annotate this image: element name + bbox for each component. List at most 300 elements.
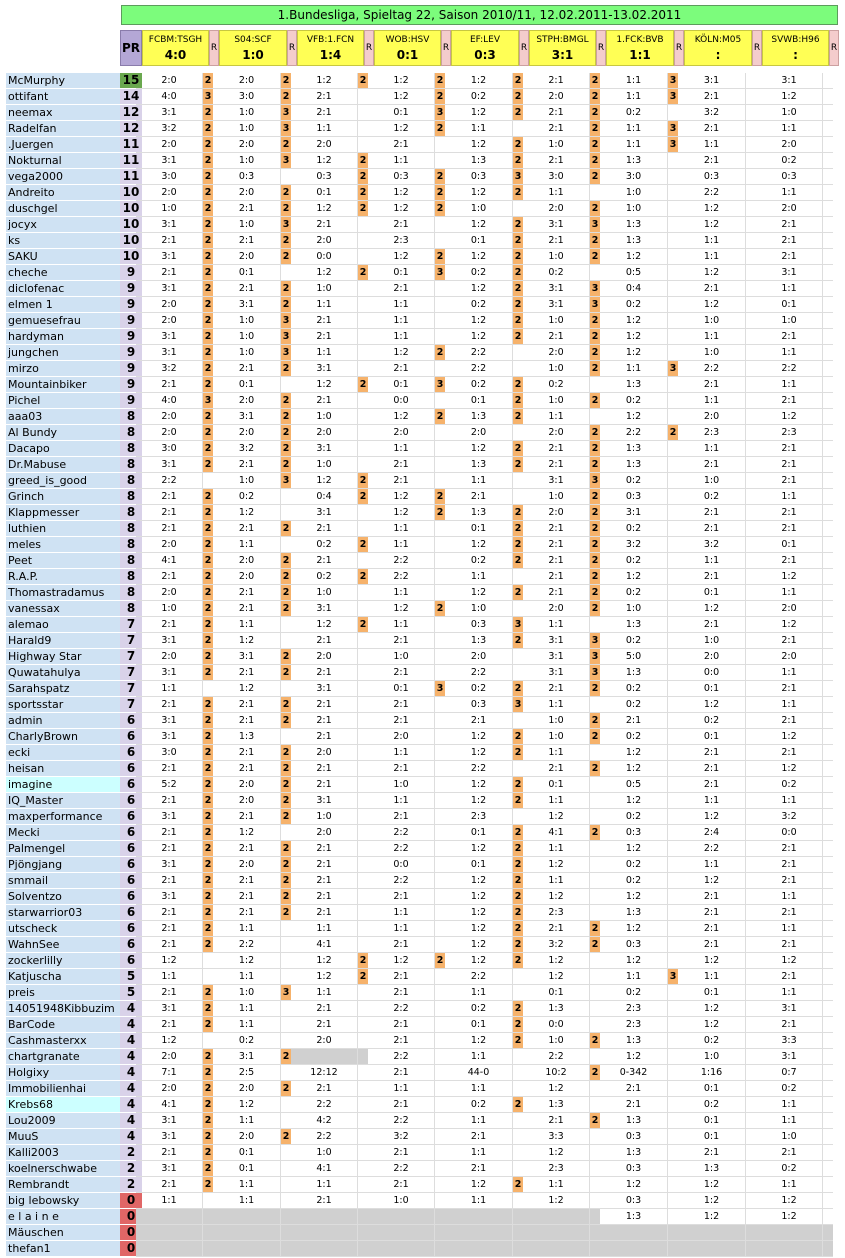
player-name[interactable]: McMurphy xyxy=(6,73,120,89)
bonus-points: 3 xyxy=(513,697,523,713)
player-name[interactable]: Andreito xyxy=(6,185,120,201)
bonus-points: 2 xyxy=(203,1001,213,1017)
tip-cell: 1:3 xyxy=(600,457,668,473)
bonus-points: 2 xyxy=(281,857,291,873)
tip-cell: 1:2 xyxy=(678,201,746,217)
player-name[interactable]: starwarrior03 xyxy=(6,905,120,921)
tip-cell xyxy=(678,1241,746,1257)
tip-cell: 3:1 xyxy=(136,1129,203,1145)
player-name[interactable]: diclofenac xyxy=(6,281,120,297)
player-name[interactable]: jocyx xyxy=(6,217,120,233)
tip-cell: 2:2 xyxy=(678,361,746,377)
bonus-points: 2 xyxy=(281,601,291,617)
tip-cell: 2:3 xyxy=(445,809,513,825)
tip-cell: 1:0 xyxy=(756,1129,823,1145)
bonus-points xyxy=(668,505,678,521)
bonus-points xyxy=(281,1209,291,1225)
tip-cell: 2:1 xyxy=(678,281,746,297)
bonus-points xyxy=(746,505,756,521)
tip-cell: 2:2 xyxy=(368,873,435,889)
table-row xyxy=(6,793,840,809)
bonus-points: 2 xyxy=(281,281,291,297)
bonus-points: 2 xyxy=(203,841,213,857)
tip-cell: 3:0 xyxy=(136,169,203,185)
player-name[interactable]: Mountainbiker xyxy=(6,377,120,393)
bonus-points xyxy=(435,889,445,905)
bonus-points xyxy=(746,393,756,409)
player-name[interactable]: Harald9 xyxy=(6,633,120,649)
player-name[interactable]: smmail xyxy=(6,873,120,889)
bonus-points xyxy=(823,329,833,345)
tip-cell: 0:2 xyxy=(600,729,668,745)
tip-cell: 2:1 xyxy=(523,1113,590,1129)
player-name[interactable]: thefan1 xyxy=(6,1241,120,1257)
bonus-points xyxy=(823,1225,833,1241)
tip-cell: 0:4 xyxy=(291,489,358,505)
bonus-points xyxy=(435,745,445,761)
tip-cell: 1:2 xyxy=(678,953,746,969)
bonus-points: 2 xyxy=(281,793,291,809)
player-name[interactable]: Peet xyxy=(6,553,120,569)
player-points: 4 xyxy=(120,1097,142,1113)
bonus-points xyxy=(823,489,833,505)
tip-cell xyxy=(523,1225,590,1241)
tip-cell xyxy=(600,1225,668,1241)
game-header xyxy=(684,30,752,66)
tip-cell: 1:2 xyxy=(678,1001,746,1017)
tip-cell: 2:1 xyxy=(213,457,281,473)
bonus-points xyxy=(823,345,833,361)
bonus-points: 2 xyxy=(203,857,213,873)
player-name[interactable]: Krebs68 xyxy=(6,1097,120,1113)
tip-cell: 1:0 xyxy=(291,585,358,601)
tip-cell: 1:0 xyxy=(136,601,203,617)
bonus-points xyxy=(435,1145,445,1161)
tip-cell: 1:1 xyxy=(136,681,203,697)
tip-cell: 1:0 xyxy=(678,473,746,489)
player-name[interactable]: Mecki xyxy=(6,825,120,841)
table-row xyxy=(6,409,840,425)
table-row xyxy=(6,1113,840,1129)
bonus-points xyxy=(435,153,445,169)
bonus-points xyxy=(590,777,600,793)
player-name[interactable]: elmen 1 xyxy=(6,297,120,313)
table-row xyxy=(6,521,840,537)
player-points: 4 xyxy=(120,1113,142,1129)
tip-cell: 1:3 xyxy=(678,1161,746,1177)
bonus-points: 3 xyxy=(668,73,678,89)
bonus-points xyxy=(746,649,756,665)
tip-cell: 0:1 xyxy=(678,1081,746,1097)
tip-cell: 1:3 xyxy=(600,905,668,921)
bonus-points xyxy=(435,825,445,841)
bonus-points xyxy=(746,681,756,697)
tip-cell: 1:2 xyxy=(523,889,590,905)
player-name[interactable]: chartgranate xyxy=(6,1049,120,1065)
player-points: 10 xyxy=(120,249,142,265)
player-name[interactable]: Kalli2003 xyxy=(6,1145,120,1161)
bonus-points xyxy=(823,137,833,153)
bonus-points xyxy=(746,873,756,889)
table-row xyxy=(6,89,840,105)
bonus-points: 2 xyxy=(203,761,213,777)
r-column-header: R xyxy=(519,30,529,66)
bonus-points: 2 xyxy=(358,617,368,633)
player-name[interactable]: maxperformance xyxy=(6,809,120,825)
tip-cell: 2:1 xyxy=(213,713,281,729)
player-name[interactable]: Pjöngjang xyxy=(6,857,120,873)
bonus-points: 2 xyxy=(513,745,523,761)
bonus-points: 3 xyxy=(590,297,600,313)
table-row xyxy=(6,297,840,313)
player-name[interactable]: mirzo xyxy=(6,361,120,377)
bonus-points xyxy=(668,1209,678,1225)
bonus-points xyxy=(668,793,678,809)
bonus-points xyxy=(823,185,833,201)
player-name[interactable]: heisan xyxy=(6,761,120,777)
tip-cell: 1:2 xyxy=(600,889,668,905)
player-name[interactable]: SAKU xyxy=(6,249,120,265)
tip-cell: 0:3 xyxy=(756,169,823,185)
player-points: 6 xyxy=(120,953,142,969)
player-name[interactable]: Solventzo xyxy=(6,889,120,905)
bonus-points xyxy=(823,1129,833,1145)
bonus-points xyxy=(281,1145,291,1161)
player-name[interactable]: BarCode xyxy=(6,1017,120,1033)
player-name[interactable]: Quwatahulya xyxy=(6,665,120,681)
player-name[interactable]: Dr.Mabuse xyxy=(6,457,120,473)
bonus-points xyxy=(358,825,368,841)
tip-cell: 1:2 xyxy=(368,121,435,137)
bonus-points: 2 xyxy=(513,457,523,473)
player-name[interactable]: e l a i n e xyxy=(6,1209,120,1225)
table-row xyxy=(6,1193,840,1209)
bonus-points xyxy=(513,601,523,617)
tip-cell: 2:1 xyxy=(213,905,281,921)
bonus-points: 2 xyxy=(203,809,213,825)
tip-cell: 4:1 xyxy=(291,1161,358,1177)
tip-cell: 2:0 xyxy=(291,233,358,249)
tip-cell: 1:2 xyxy=(523,1145,590,1161)
tip-cell: 1:2 xyxy=(368,89,435,105)
tip-cell: 2:0 xyxy=(213,393,281,409)
tip-cell: 2:1 xyxy=(136,1145,203,1161)
bonus-points xyxy=(668,377,678,393)
tip-cell: 2:1 xyxy=(291,313,358,329)
table-row xyxy=(6,809,840,825)
bonus-points: 2 xyxy=(281,425,291,441)
table-row xyxy=(6,441,840,457)
bonus-points xyxy=(823,233,833,249)
player-name[interactable]: ks xyxy=(6,233,120,249)
player-name[interactable]: Cashmasterxx xyxy=(6,1033,120,1049)
player-name[interactable]: gemuesefrau xyxy=(6,313,120,329)
player-name[interactable]: WahnSee xyxy=(6,937,120,953)
player-name[interactable]: preis xyxy=(6,985,120,1001)
bonus-points xyxy=(746,1225,756,1241)
bonus-points xyxy=(281,729,291,745)
bonus-points xyxy=(435,1033,445,1049)
bonus-points xyxy=(435,537,445,553)
tip-cell: 2:1 xyxy=(291,553,358,569)
tip-cell: 2:2 xyxy=(291,1129,358,1145)
bonus-points xyxy=(513,1129,523,1145)
bonus-points xyxy=(823,969,833,985)
bonus-points: 2 xyxy=(590,1113,600,1129)
bonus-points xyxy=(823,1193,833,1209)
tip-cell: 4:1 xyxy=(291,937,358,953)
tip-cell: 2:1 xyxy=(678,905,746,921)
bonus-points xyxy=(668,905,678,921)
player-name[interactable]: Rembrandt xyxy=(6,1177,120,1193)
tip-cell: 1:2 xyxy=(678,601,746,617)
bonus-points xyxy=(590,857,600,873)
tip-cell: 1:1 xyxy=(368,745,435,761)
bonus-points xyxy=(435,473,445,489)
bonus-points: 2 xyxy=(590,313,600,329)
bonus-points xyxy=(513,1065,523,1081)
bonus-points: 2 xyxy=(513,553,523,569)
bonus-points xyxy=(590,793,600,809)
bonus-points: 2 xyxy=(281,1129,291,1145)
table-row xyxy=(6,857,840,873)
player-name[interactable]: Katjuscha xyxy=(6,969,120,985)
player-name[interactable]: cheche xyxy=(6,265,120,281)
tip-cell: 3:1 xyxy=(213,297,281,313)
tip-cell: 2:1 xyxy=(678,1145,746,1161)
tip-cell: 1:2 xyxy=(756,761,823,777)
player-name[interactable]: .Juergen xyxy=(6,137,120,153)
player-points: 6 xyxy=(120,857,142,873)
tip-cell: 2:3 xyxy=(678,425,746,441)
player-name[interactable]: IQ_Master xyxy=(6,793,120,809)
bonus-points xyxy=(203,1033,213,1049)
game-header xyxy=(762,30,829,66)
player-points: 10 xyxy=(120,217,142,233)
game-teams: FCBM:TSGH xyxy=(148,35,203,45)
bonus-points xyxy=(823,169,833,185)
player-name[interactable]: Radelfan xyxy=(6,121,120,137)
player-points: 9 xyxy=(120,281,142,297)
r-column-header: R xyxy=(209,30,219,66)
player-points: 5 xyxy=(120,969,142,985)
player-name[interactable]: MuuS xyxy=(6,1129,120,1145)
pr-header: PR xyxy=(120,30,142,66)
player-name[interactable]: ottifant xyxy=(6,89,120,105)
bonus-points: 2 xyxy=(513,537,523,553)
tip-cell: 1:2 xyxy=(368,201,435,217)
bonus-points xyxy=(435,441,445,457)
tip-cell: 2:1 xyxy=(368,1033,435,1049)
player-name[interactable]: big lebowsky xyxy=(6,1193,120,1209)
tip-cell: 3:1 xyxy=(136,729,203,745)
tip-cell: 2:1 xyxy=(678,505,746,521)
bonus-points: 2 xyxy=(513,633,523,649)
player-name[interactable]: alemao xyxy=(6,617,120,633)
bonus-points: 2 xyxy=(203,153,213,169)
player-name[interactable]: Mäuschen xyxy=(6,1225,120,1241)
player-name[interactable]: Lou2009 xyxy=(6,1113,120,1129)
player-name[interactable]: aaa03 xyxy=(6,409,120,425)
player-name[interactable]: utscheck xyxy=(6,921,120,937)
bonus-points: 3 xyxy=(281,329,291,345)
tip-cell: 2:1 xyxy=(291,1193,358,1209)
bonus-points xyxy=(590,889,600,905)
tip-cell: 1:2 xyxy=(291,377,358,393)
tip-cell: 2:1 xyxy=(136,1017,203,1033)
bonus-points: 3 xyxy=(281,985,291,1001)
player-points: 6 xyxy=(120,825,142,841)
tip-cell: 2:1 xyxy=(600,1081,668,1097)
bonus-points xyxy=(746,953,756,969)
player-points: 8 xyxy=(120,409,142,425)
player-name[interactable]: luthien xyxy=(6,521,120,537)
tip-cell: 0:3 xyxy=(445,169,513,185)
tip-cell: 1:2 xyxy=(756,617,823,633)
player-name[interactable]: imagine xyxy=(6,777,120,793)
tip-cell: 2:1 xyxy=(756,937,823,953)
player-name[interactable]: CharlyBrown xyxy=(6,729,120,745)
bonus-points xyxy=(668,249,678,265)
bonus-points xyxy=(668,1225,678,1241)
player-points: 2 xyxy=(120,1177,142,1193)
bonus-points xyxy=(590,873,600,889)
bonus-points xyxy=(435,329,445,345)
player-name[interactable]: jungchen xyxy=(6,345,120,361)
tip-cell: 1:2 xyxy=(368,73,435,89)
player-name[interactable]: Highway Star xyxy=(6,649,120,665)
player-name[interactable]: Thomastradamus xyxy=(6,585,120,601)
tip-cell: 1:2 xyxy=(368,409,435,425)
tip-cell: 3:1 xyxy=(136,809,203,825)
bonus-points: 2 xyxy=(281,585,291,601)
player-name[interactable]: Palmengel xyxy=(6,841,120,857)
bonus-points: 3 xyxy=(203,393,213,409)
tip-cell: 0:1 xyxy=(678,681,746,697)
tip-cell: 1:0 xyxy=(523,713,590,729)
bonus-points xyxy=(746,857,756,873)
tip-cell: 2:0 xyxy=(291,649,358,665)
bonus-points xyxy=(435,521,445,537)
r-column-header: R xyxy=(364,30,374,66)
bonus-points xyxy=(513,473,523,489)
tip-cell: 2:1 xyxy=(756,553,823,569)
player-name[interactable]: koelnerschwabe xyxy=(6,1161,120,1177)
bonus-points: 3 xyxy=(590,633,600,649)
tip-cell: 1:2 xyxy=(600,249,668,265)
player-name[interactable]: hardyman xyxy=(6,329,120,345)
tip-cell: 2:1 xyxy=(291,89,358,105)
tip-cell: 2:1 xyxy=(756,233,823,249)
player-name[interactable]: 14051948Kibbuzim xyxy=(6,1001,120,1017)
tip-cell: 0:1 xyxy=(213,1161,281,1177)
tip-cell: 2:1 xyxy=(678,745,746,761)
tip-cell xyxy=(213,1241,281,1257)
tip-cell: 0:2 xyxy=(523,265,590,281)
tip-cell: 1:0 xyxy=(523,489,590,505)
player-name[interactable]: Grinch xyxy=(6,489,120,505)
tip-cell: 1:3 xyxy=(600,617,668,633)
player-name[interactable]: neemax xyxy=(6,105,120,121)
player-name[interactable]: Dacapo xyxy=(6,441,120,457)
bonus-points xyxy=(746,313,756,329)
player-name[interactable]: meles xyxy=(6,537,120,553)
tip-cell: 1:3 xyxy=(523,1097,590,1113)
bonus-points: 2 xyxy=(590,1033,600,1049)
bonus-points xyxy=(435,281,445,297)
player-name[interactable]: admin xyxy=(6,713,120,729)
table-row xyxy=(6,1177,840,1193)
bonus-points xyxy=(746,697,756,713)
player-name[interactable]: Al Bundy xyxy=(6,425,120,441)
bonus-points xyxy=(281,1001,291,1017)
player-name[interactable]: greed_is_good xyxy=(6,473,120,489)
player-name[interactable]: Pichel xyxy=(6,393,120,409)
tip-cell: 2:1 xyxy=(523,153,590,169)
bonus-points: 2 xyxy=(513,729,523,745)
tip-cell: 2:1 xyxy=(600,713,668,729)
player-name[interactable]: Klappmesser xyxy=(6,505,120,521)
player-points: 4 xyxy=(120,1017,142,1033)
bonus-points xyxy=(823,889,833,905)
player-name[interactable]: ecki xyxy=(6,745,120,761)
bonus-points: 2 xyxy=(281,553,291,569)
player-points: 6 xyxy=(120,793,142,809)
tip-cell: 0:3 xyxy=(678,169,746,185)
player-name[interactable]: duschgel xyxy=(6,201,120,217)
table-row xyxy=(6,825,840,841)
bonus-points xyxy=(746,889,756,905)
tip-cell: 1:3 xyxy=(600,377,668,393)
bonus-points: 2 xyxy=(203,361,213,377)
player-name[interactable]: Nokturnal xyxy=(6,153,120,169)
tip-cell: 2:2 xyxy=(368,1001,435,1017)
player-name[interactable]: sportsstar xyxy=(6,697,120,713)
tip-cell: 1:3 xyxy=(445,505,513,521)
tip-cell: 1:0 xyxy=(213,345,281,361)
player-points: 9 xyxy=(120,345,142,361)
tip-cell: 1:2 xyxy=(368,489,435,505)
table-row xyxy=(6,713,840,729)
bonus-points xyxy=(823,649,833,665)
bonus-points: 2 xyxy=(203,985,213,1001)
tip-cell: 1:3 xyxy=(600,1209,668,1225)
bonus-points: 2 xyxy=(590,393,600,409)
tip-cell: 2:0 xyxy=(523,201,590,217)
bonus-points xyxy=(358,1033,368,1049)
table-row xyxy=(6,1033,840,1049)
bonus-points: 2 xyxy=(513,1097,523,1113)
player-name[interactable]: R.A.P. xyxy=(6,569,120,585)
bonus-points: 2 xyxy=(281,441,291,457)
tip-cell: 10:2 xyxy=(523,1065,590,1081)
player-name[interactable]: Sarahspatz xyxy=(6,681,120,697)
player-name[interactable]: Immobilienhai xyxy=(6,1081,120,1097)
player-name[interactable]: vanessax xyxy=(6,601,120,617)
player-name[interactable]: vega2000 xyxy=(6,169,120,185)
tip-cell: 3:1 xyxy=(136,249,203,265)
bonus-points xyxy=(668,313,678,329)
bonus-points xyxy=(281,921,291,937)
player-name[interactable]: Holgixy xyxy=(6,1065,120,1081)
player-name[interactable]: zockerlilly xyxy=(6,953,120,969)
tip-cell: 2:1 xyxy=(756,473,823,489)
bonus-points xyxy=(358,985,368,1001)
table-row xyxy=(6,1241,840,1257)
bonus-points: 2 xyxy=(590,681,600,697)
bonus-points: 2 xyxy=(203,409,213,425)
bonus-points: 2 xyxy=(281,745,291,761)
